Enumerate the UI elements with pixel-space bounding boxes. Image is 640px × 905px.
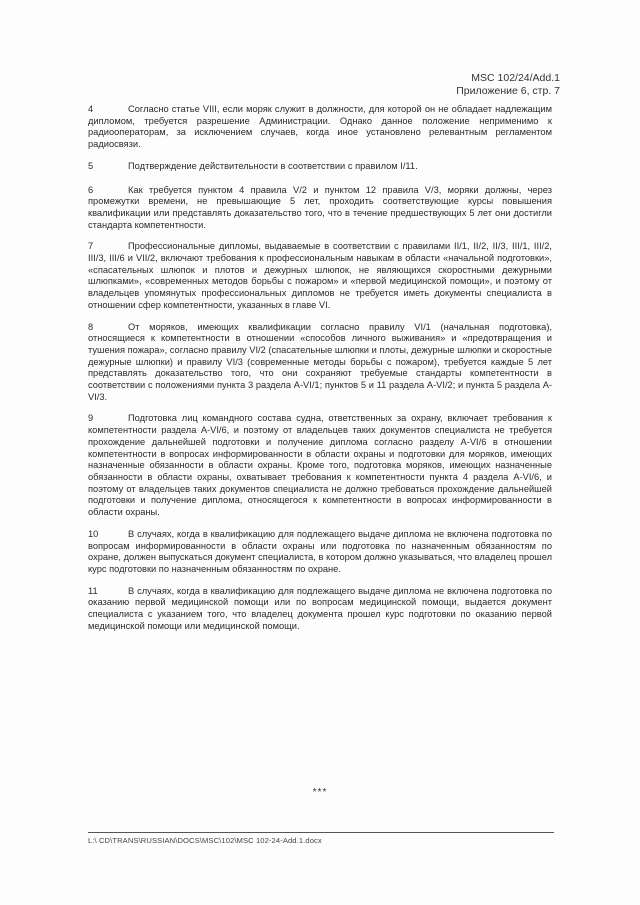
paragraph-8 [88, 322, 552, 404]
footer-divider [88, 832, 554, 833]
paragraph-9 [88, 413, 552, 518]
paragraph-number: 4 [88, 104, 94, 114]
page-header [456, 72, 560, 98]
paragraph-text: Подтверждение действительности в соответствии с правилом I/11. [128, 160, 418, 171]
end-of-document-mark: *** [312, 787, 328, 798]
footer-file-path: L:\ CD\TRANS\RUSSIAN\DOCS\MSC\102\MSC 102-24-Add.1.docx [88, 836, 322, 845]
paragraph-6 [88, 185, 552, 232]
document-id: MSC 102/24/Add.1 [471, 72, 560, 84]
paragraph-number: 5 [88, 160, 94, 171]
paragraph-text: От моряков, имеющих квалификации согласно правилу VI/1 (начальная подготовка), относящиеся к компетентности в отношении «способов личного выживания» и «предотвращения и тушения пожара», согласно правилу VI/2 (спасательные шлюпки и плоты, дежурные шлюпки и скоростные дежурные шлюпки) и правилу VI/3 (современные методы борьбы с пожаром), требуется каждые 5 лет представлять доказательство того, что они сохраняют требуемые стандарты компетентности в соответствии с положениями пункта 3 раздела A-VI/1; пунктов 5 и 11 раздела A-VI/2; и пункта 5 раздела A-VI/3. [88, 321, 552, 402]
paragraph-number: 9 [88, 413, 94, 424]
document-body [88, 104, 552, 642]
paragraph-number: 10 [88, 528, 99, 539]
paragraph-text: В случаях, когда в квалификацию для подлежащего выдаче диплома не включена подготовка по оказанию первой медицинской помощи или по вопросам медицинской помощи, выдается документ специалиста с указанием того, что владелец документа прошел курс подготовки по оказанию первой медицинской помощи или медицинской помощи. [88, 585, 552, 631]
paragraph-4 [88, 104, 552, 151]
paragraph-number: 11 [88, 585, 98, 596]
paragraph-10 [88, 529, 552, 576]
annex-page-number: Приложение 6, стр. 7 [456, 85, 560, 97]
paragraph-11 [88, 586, 552, 633]
paragraph-text: Подготовка лиц командного состава судна, ответственных за охрану, включает требования к компетентности раздела A-VI/6, и поэтому от владельцев таких документов специалиста не требуется прохождение дальнейшей подготовки и получение диплома согласно разделу A-VI/6 в отношении компетентности в вопросах информированности в области охраны и подготовки для моряков, имеющих назначенные обязанности в области охраны. Кроме того, подготовка моряков, имеющих назначенные обязанности в области охраны, охватывает требования к компетентности пункта 4 раздела A-VI/6, и поэтому от владельцев таких документов специалиста не должно требоваться прохождение дальнейшей подготовки и получение диплома, относящегося к компетентности в вопросах информированности в области охраны. [88, 413, 552, 518]
paragraph-text: Профессиональные дипломы, выдаваемые в соответствии с правилами II/1, II/2, II/3, III/1, III/2, III/3, III/6 и VII/2, включают требования к профессиональным навыкам в области «начальной подготовки», «спасательных шлюпок и плотов и дежурных шлюпок, не являющихся скоростными дежурными шлюпками», «современных методов борьбы с пожаром» и «первой медицинской помощи», и поэтому от владельцев упомянутых профессиональных дипломов не требуется иметь документы специалиста в отношении сфер компетентности, указанных в главе VI. [88, 241, 552, 310]
paragraph-number: 8 [88, 321, 94, 332]
paragraph-text: Как требуется пунктом 4 правила V/2 и пунктом 12 правила V/3, моряки должны, через промежутки времени, не превышающие 5 лет, проходить соответствующие курсы повышения квалификации или представлять доказательство того, что в течение предшествующих 5 лет они достигли стандарта компетентности. [88, 184, 552, 230]
paragraph-7 [88, 241, 552, 311]
paragraph-5 [88, 161, 552, 173]
paragraph-text: Согласно статье VIII, если моряк служит в должности, для которой он не обладает надлежащим дипломом, требуется разрешение Администрации. Однако данное положение неприменимо к радиооператорам, за исключением случаев, когда иное установлено релевантным регламентом радиосвязи. [88, 104, 552, 150]
paragraph-text: В случаях, когда в квалификацию для подлежащего выдаче диплома не включена подготовка по вопросам информированности в области охраны или подготовка по назначенным обязанностям по охране, должен выпускаться документ специалиста, в котором должно указываться, что владелец прошел курс подготовки по назначенным обязанностям по охране. [88, 528, 552, 574]
paragraph-number: 6 [88, 184, 94, 195]
paragraph-number: 7 [88, 241, 94, 252]
